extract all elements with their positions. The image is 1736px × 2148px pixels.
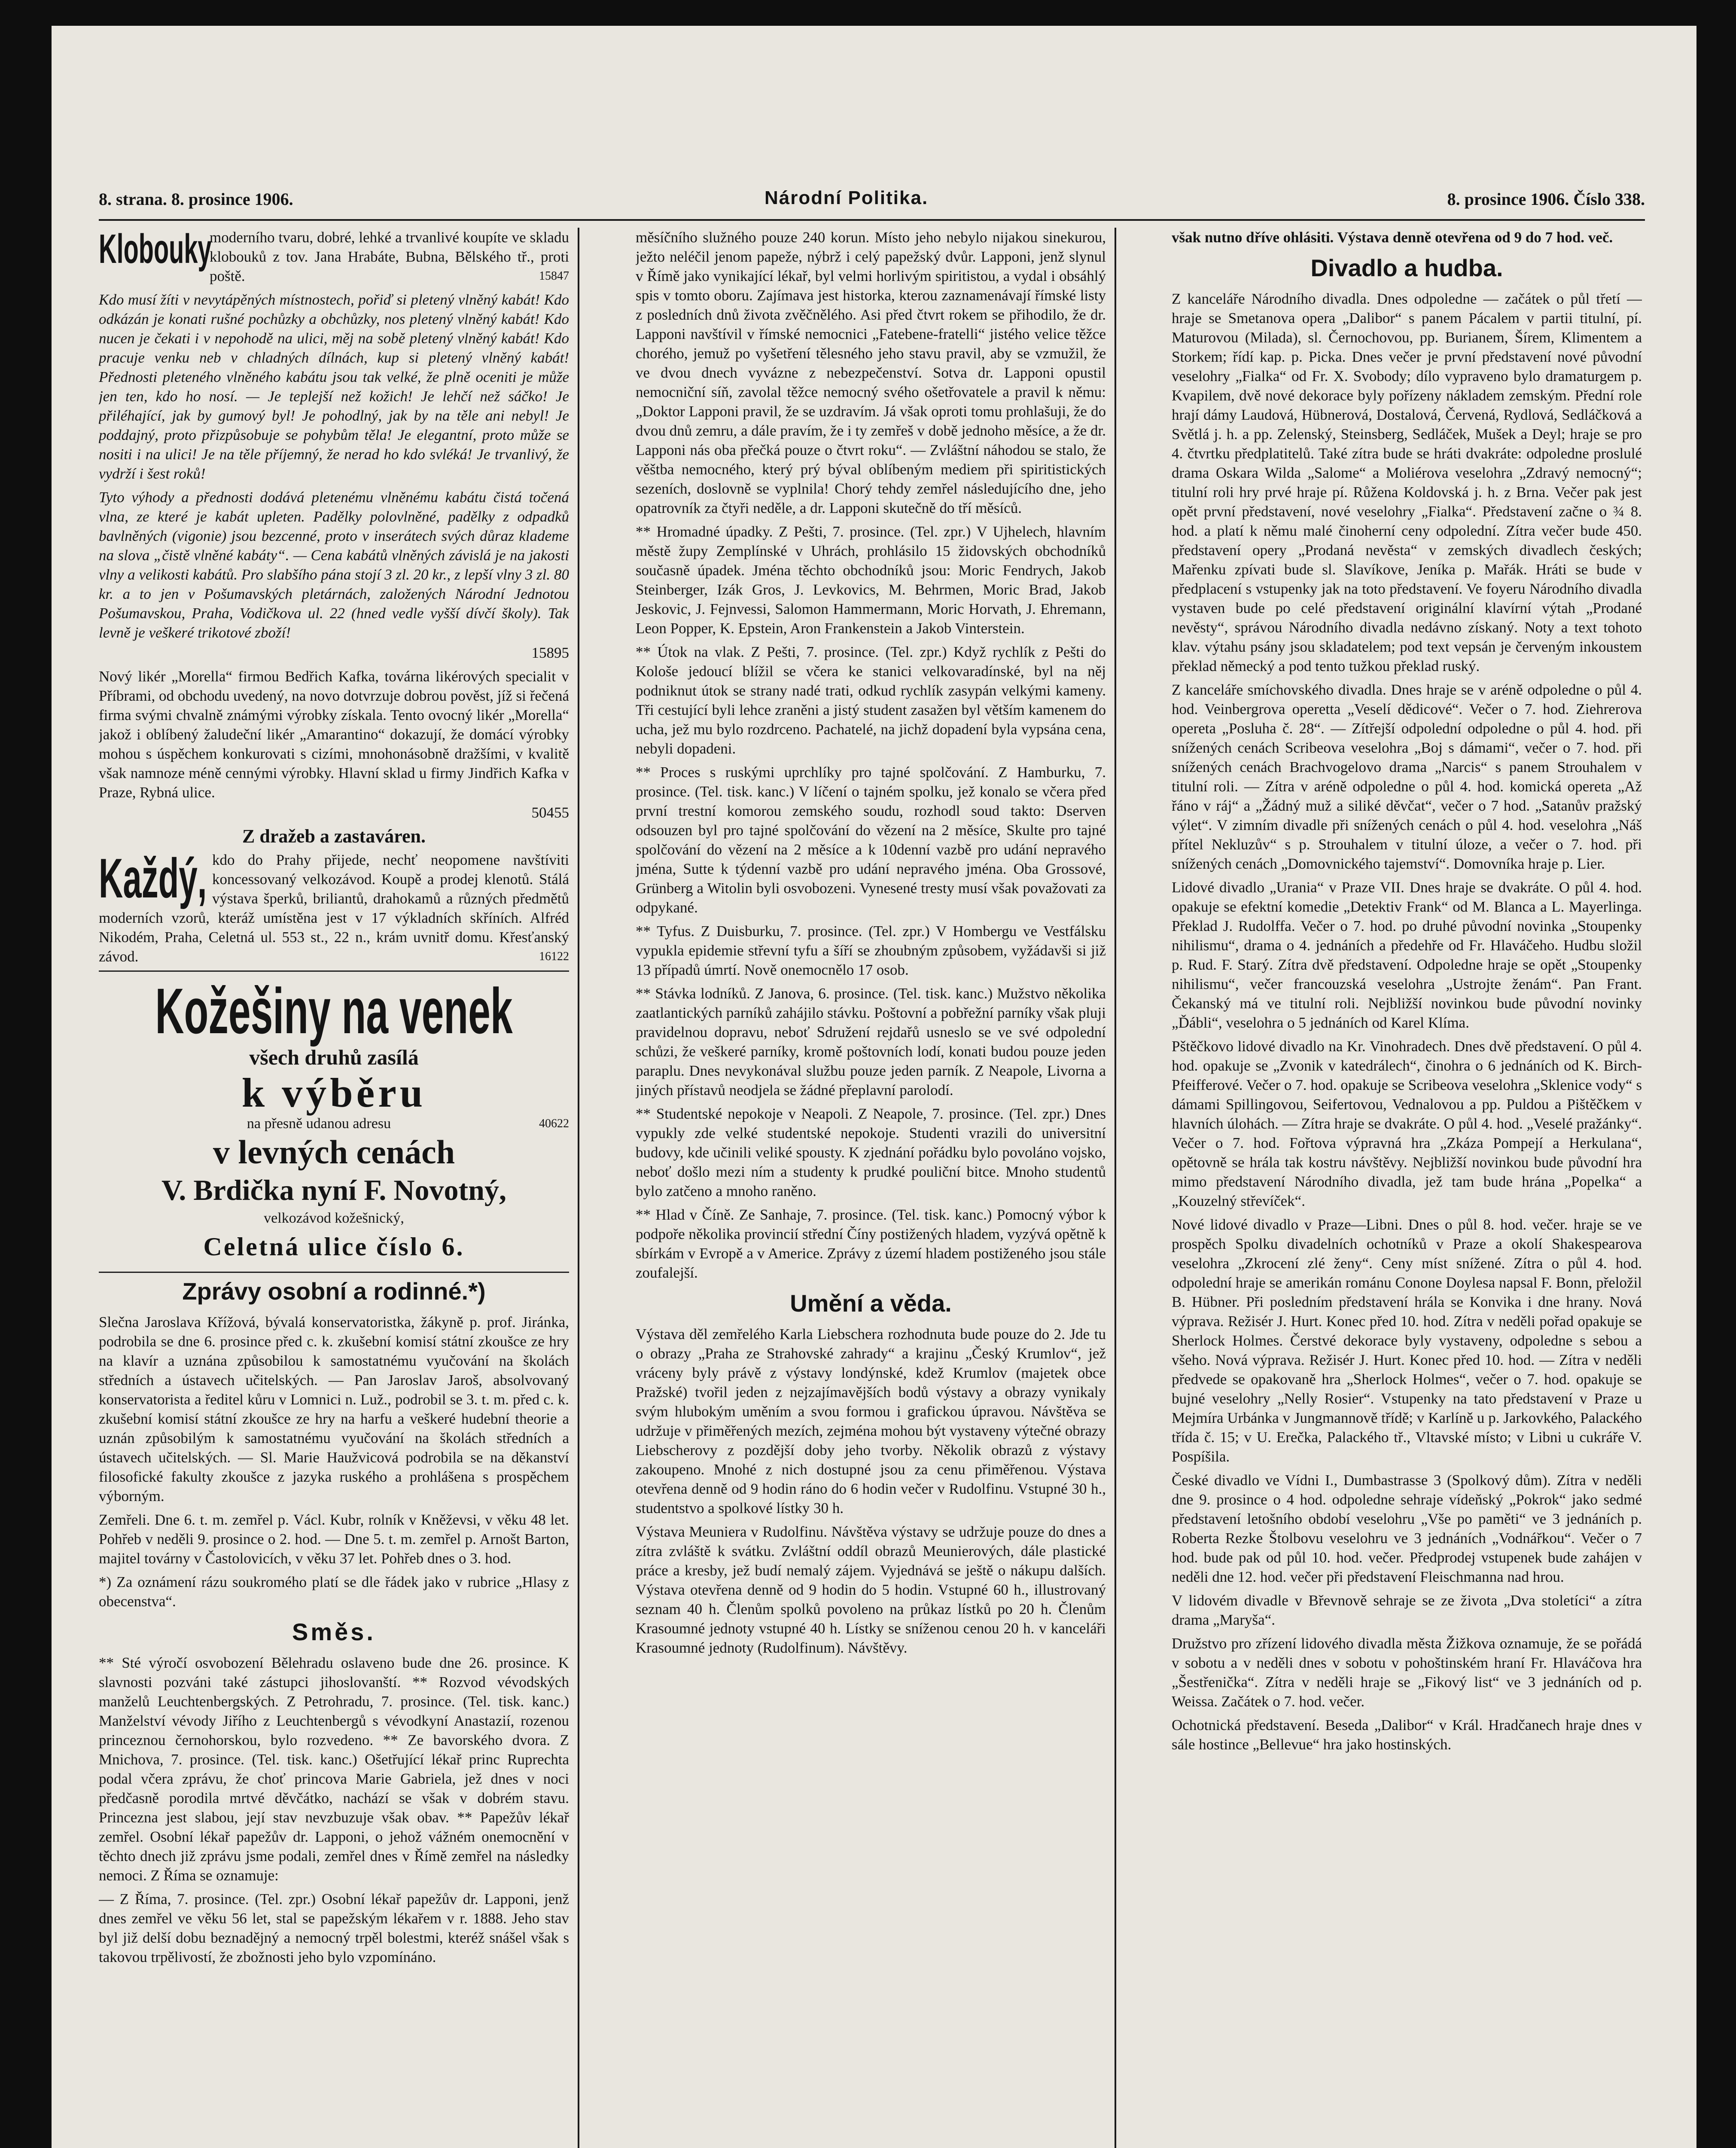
news-studentske: ** Studentské nepokoje v Neapoli. Z Neapole, 7. prosince. (Tel. zpr.) Dnes vypukly zde velké studentské nepokoje. Studenti vrazili do universitní budovy, kde učinili veliké spousty. K zjednání pořádku bylo povoláno vojsko, neboť došlo mezi ním a studenty k prudké pouliční bitce. Mnoho studentů bylo zatčeno a mnoho raněno. xyxy=(636,1105,1106,1199)
smichov-divadlo: Z kanceláře smíchovského divadla. Dnes hraje se v aréně odpoledne o půl 4. hod. Veinbergrova operetta „Veselí dědicové“. Večer o 7. hod. Ziehrerova opereta „Posluha č. 28“. — Zítřejší odpolední odpoledne o půl 4. hod. při snížených cenách Scribeova veselohra „Boj s dámami“, večer o 7. hod. při snížených cenách Brachvogelovo drama „Narcis“ s panem Strouhalem v titulní roli. — Zítra v aréně odpoledne o půl 4. hod. komická opereta „Až řáno v ráj“ a „Žádný muž a siliké děvčat“, večer o 7 hod. „Satanův pražský výlet“. V zimním divadle při snížených cenách o půl 4. hod. veselohra „Náš přítel Nekluzův“ s p. Strouhalem v titulní úloze, a večer o 7. hod. při snížených cenách „Domovnického tajemství“. Domovníka hraje p. Lier. xyxy=(1172,681,1642,872)
vidni-divadlo: České divadlo ve Vídni I., Dumbastrasse 3 (Spolkový dům). Zítra v neděli dne 9. prosince o 4 hod. odpoledne sehraje vídeňský „Pokrok“ jako sedmé představení letošního období veselohru „Vše po paměti“ ve 3 jednáních p. Roberta Rezke Štolbovu veselohru ve 3 jednáních „Vodnářkou“. Večer o 7 hod. bude pak od půl 10. hod. večer. Předprodej vstupenek bude zahájen v neděli dne 12. hod. večer při představení Fleischmanna nad hrou. xyxy=(1172,1472,1642,1585)
furs-ad xyxy=(99,970,569,1266)
kazdy-ad xyxy=(99,847,569,966)
top-note: však nutno dříve ohlásiti. Výstava denně otevřena od 9 do 7 hod. več. xyxy=(1172,229,1613,246)
klobouky-ad xyxy=(99,228,569,286)
furs-ad-k-vyberu: k výběru xyxy=(241,1070,426,1116)
furs-ad-kind: velkozávod kožešnický, xyxy=(264,1210,404,1226)
header-date-left: 8. strana. 8. prosince 1906. xyxy=(99,189,293,209)
column-1 xyxy=(99,228,569,2148)
header-rule xyxy=(99,219,1645,221)
ad-number: 40622 xyxy=(539,1117,569,1130)
furs-ad-address-line xyxy=(99,1114,569,1133)
page-header xyxy=(99,189,1645,215)
narodni-divadlo: Z kanceláře Národního divadla. Dnes odpoledne — začátek o půl třetí — hraje se Smetanova opera „Dalibor“ s panem Pácalem v partii titulní, pí. Maturovou (Milada), sl. Černochovou, pp. Burianem, Šírem, Klimentem a Storkem; řídí kap. p. Picka. Dnes večer je první představení nové původní veselohry „Fialka“ od Fr. X. Svobody; dílo vypraveno bylo dramaturgem p. Kvapilem, dvě nové dekorace byly pořízeny nákladem zemským. Přední role hrají dámy Laudová, Hübnerová, Dostalová, Červená, Rydlová, Sedláčková a Světlá j. h. a pp. Zelenský, Steinsberg, Sedláček, Mušek a Deyl; hraje se pro 4. čtvrtku předplatitelů. Také zítra bude se hráti dvakráte: odpoledne proslulé drama Oskara Wilda „Salome“ a Moliérova veselohra „Zdravý nemocný“; titulní roli hry prvé hraje pí. Růžena Koldovská j. h. z Brna. Večer pak jest opět první představení, nové veselohry „Fialka“. Představení začne o ¾ 8. hod. a platí k němu malé činoherní ceny odpolední. Zítra večer bude 450. představení opery „Prodaná nevěsta“ v zemských divadlech českých; Mařenku zpívati bude sl. Slavíkove, Jeníka p. Mařák. Hráti se bude v předplacení s vstupenky jak na toto představení. Ve foyeru Národního divadla vystaven bude po celé představení originální klavírní výtah „Prodané nevěsty“, správou Národního divadla nedávno získaný. Noty a text tohoto klav. výtahu psány jsou skladatelem; pod text vepsán je červeným inkoustem překlad německý a pod tento tužkou překlad ruský. xyxy=(1172,290,1642,674)
ochotnicke-predstaveni: Ochotnická představení. Beseda „Dalibor“ v Král. Hradčanech hraje dnes v sále hostince „Bellevue“ hra jako hostinských. xyxy=(1172,1717,1642,1753)
news-stavka: ** Stávka lodníků. Z Janova, 6. prosince. (Tel. tisk. kanc.) Mužstvo několika zaatlantických parníků zahájilo stávku. Poštovní a pobřežní parníky však pluji pravidelnou dopravu, neboť Sdružení rejdařů usneslo se ve své odpolední schůzi, že veškeré parníky, kromě poštovních lodí, konati budou pouze jeden paraplu. Dnes nevykonával službu pouze jeden parník. Z Neapole, Livorna a jiných přístavů neodjela se žádné přeplavní parolodí. xyxy=(636,985,1106,1098)
furs-ad-firm: V. Brdička nyní F. Novotný, xyxy=(161,1174,506,1206)
column-3 xyxy=(1172,228,1642,2148)
klobouky-word: Klobouky xyxy=(99,228,212,272)
ad-number: 50455 xyxy=(531,804,569,821)
furs-ad-prices: v levných cenách xyxy=(213,1133,455,1171)
liben-divadlo: Nové lidové divadlo v Praze—Libni. Dnes o půl 8. hod. večer. hraje se ve prospěch Spolku divadelních ochotníků v Praze a okolí Shakespearova veselohra „Zkrocení zlé ženy“. Ceny míst snížené. Zítra o půl 4. hod. odpolední hraje se amerikán románu Conone Doylesa napsal F. Bonn, přeložil B. Hübner. Při posledním představení hrála se Konvika i dne hrany. Nová výprava. Režisér J. Hurt. Konec před 10. hod. Zítra v neděli pořad opakuje se Sherlock Holmes. Čerstvé dekorace byly vystaveny, odpoledne s sebou a všeho. Nová výprava. Režisér J. Hurt. Konec před 10. hod. — Zítra v neděli předvede se opakovaně hra „Sherlock Holmes“, večer o 7. hod. opakuje se bujné veselohry „Nelly Rosier“. Vstupenky na tato představení v Praze u Mejmíra Urbánka v Jungmannově třídě; v Karlíně u p. Jarkovkého, Palackého třída č. 15; v U. Erečka, Palackého tř., Vltavské místo; v Libni u cukráře V. Pospíšila. xyxy=(1172,1216,1642,1465)
ad-number: 16122 xyxy=(539,950,569,963)
furs-ad-line: všech druhů zasílá xyxy=(249,1045,419,1069)
umeni-heading: Umění a věda. xyxy=(790,1290,952,1317)
morella-notice: Nový likér „Morella“ firmou Bedřich Kafka, továrna likérových specialit v Příbrami, od obchodu uvedený, na novo dotvrzuje dobrou pověst, jíž si řečená firma svými chvalně známými výrobky získala. Tento ovocný likér „Morella“ jakož i oblíbený žaludeční likér „Amarantino“ dokazují, že domácí výrobky mohou s úspěchem konkurovati s cizími, mnohonásobně dražšími, v kvalitě však namnoze méně cennými výrobky. Hlavní sklad u firmy Jindřich Kafka v Praze, Rybná ulice. xyxy=(99,668,569,801)
zpravy-heading: Zprávy osobní a rodinné.*) xyxy=(99,1272,569,1306)
kazdy-word: Každý, xyxy=(99,847,207,909)
furs-ad-title: Kožešiny na venek xyxy=(155,975,513,1047)
knit-coat-ad: Kdo musí žíti v nevytápěných místnostech, pořiď si pletený vlněný kabát! Kdo odkázán je konati rušné pochůzky a obchůzky, nos pletený vlněný kabát! Kdo nucen je čekati i v nepohodě na ulici, měj na sobě pletený vlněný kabát! Kdo pracuje venku neb v chladných dílnách, kup si pletený vlněný kabát! Přednosti pleteného vlněného kabátu jsou tak velké, že plně oceniti je může jen ten, kdo ho nosí. — Je teplejší než kožich! Je lehčí než sáčko! Je přiléhající, jak by gumový byl! Je pohodlný, jak by na těle ani nebyl! Je poddajný, proto přizpůsobuje se pohybům těla! Je elegantní, proto může se nositi i na ulici! Je na těle příjemný, že nerad ho kdo svléká! Je trvanlivý, že vydrží i šest roků! xyxy=(99,291,569,482)
zizkov-divadlo: Družstvo pro zřízení lidového divadla města Žižkova oznamuje, že se pořádá v sobotu a v neděli dnes v sobotu v pohoštinském hraní Fr. Hlaváčova hra „Šestřenička“. Zítra v neděli hraje se „Fikový list“ ve 3 jednáních od p. Weissa. Začátek o 7. hod. večer. xyxy=(1172,1635,1642,1710)
news-proces: ** Proces s ruskými uprchlíky pro tajné spolčování. Z Hamburku, 7. prosince. (Tel. tisk. kanc.) V líčení o tajném spolku, jež konalo se včera před první trestní komorou zemského soudu, rozhodl soud takto: Dserven odsouzen byl pro tajné spolčování do vězení na 2 měsíce, Skulte pro tajné spolčování do vězení na 2 měsíce a k 10denní vazbě pro udání nepravého jména, Sutte k týdenní vazbě pro udání nepravého jména. Oba Grossové, Grünberg a Witolin byli osvobozeni. Vynesené tresty musí však považovati za odpykané. xyxy=(636,764,1106,916)
urania-divadlo: Lidové divadlo „Urania“ v Praze VII. Dnes hraje se dvakráte. O půl 4. hod. opakuje se efektní komedie „Detektiv Frank“ od M. Blanca a L. Mayerlinga. Překlad J. Rudolffa. Večer o 7. hod. po druhé původní novinka „Stoupenky nihilismu“, drama o 4. jednáních a předehře od Fr. Hlaváčeho. Hudbu složil p. Rud. F. Starý. Zítra dvě představení. Odpoledne hraje se opět „Stoupenky nihilismu“, večer francouzská veselohra „Ustrojte ženám“. Pan Frant. Čekanský má ve titulní roli. Nejbližší novinkou bude původní novinky „Ďábli“, veselohra o 5 jednáních od Karel Klíma. xyxy=(1172,879,1642,1031)
news-hlad: ** Hlad v Číně. Ze Sanhaje, 7. prosince. (Tel. tisk. kanc.) Pomocný výbor k podpoře několika provincií střední Číny postižených hladem, vyzývá opětně k sbírkám v Evropě a v Americe. Zprávy z území hladem postiženého jsou stále zoufalejší. xyxy=(636,1206,1106,1281)
ad-number: 15895 xyxy=(531,644,569,661)
footnote: *) Za oznámení rázu soukromého platí se dle řádek jako v rubrice „Hlasy z obecenstva“. xyxy=(99,1574,569,1610)
newspaper-page xyxy=(52,26,1696,2148)
furs-ad-address-text: na přesně udanou adresu xyxy=(247,1116,391,1132)
news-upadky: ** Hromadné úpadky. Z Pešti, 7. prosince. (Tel. zpr.) V Ujhelech, hlavním městě župy Zemplínské v Uhrách, prohlásilo 15 židovských obchodníků současně úpadek. Jména těchto obchodníků jsou: Moric Fendrych, Jakob Steinberger, Izák Gros, J. Levkovics, M. Behrmen, Moric Brad, Jakob Jeskovic, J. Fejnvessi, Salomon Hammermann, Moric Horvath, J. Ehremann, Leon Popper, K. Epstein, Aron Frankenstein a Jakob Vinterstein. xyxy=(636,523,1106,637)
news-utok: ** Útok na vlak. Z Pešti, 7. prosince. (Tel. zpr.) Když rychlík z Pešti do Kološe jedoucí blížil se včera ke stanici velkovaradínské, byl na něj podniknut útok se strany nadé trati, odkud rychlík zasypán velkými kameny. Tři cestující byli lehce zraněni a jistý student zasažen byl větším kamenem do ucha, jež mu bylo rozdrceno. Pachatelé, na jichž dopadení byla vypsána cena, nebyli dopadeni. xyxy=(636,644,1106,757)
divadlo-heading: Divadlo a hudba. xyxy=(1310,254,1503,281)
furs-ad-street: Celetná ulice číslo 6. xyxy=(203,1233,465,1261)
smes-text-2: — Z Říma, 7. prosince. (Tel. zpr.) Osobní lékař papežův dr. Lapponi, jenž dnes zemřel ve věku 56 let, stal se papežským lékařem v r. 1888. Jeho stav byl již delší dobu beznadějný a nemocný trpěl bolestmi, kteréž snášel však s takovou trpělivostí, že zbožnosti jeho bylo vzpomínáno. xyxy=(99,1891,569,1965)
kazdy-text: kdo do Prahy přijede, nechť neopomene navštíviti koncessovaný velkozávod. Koupě a prodej klenotů. Stálá výstava šperků, briliantů, drahokamů a různých předmětů moderních vzorů, kteráž umístěna jest v 17 výkladních skříních. Alfréd Nikodém, Praha, Celetná ul. 553 st., 22 n., krám uvnitř domu. Křesťanský závod. xyxy=(99,851,569,965)
lapponi-continued: měsíčního služného pouze 240 korun. Místo jeho nebylo nijakou sinekurou, ježto neléčil jenom papeže, nýbrž i celý papežský dvůr. Lapponi, jenž slynul v Římě jako vynikající lékař, byl velmi horlivým spiritistou, a vydal i obsáhlý spis v tomto oboru. Zajímava jest historka, kterou zaznamenávají římské listy z posledních dnů života zvěčnělého. Asi před čtvrt rokem se přihodilo, že dr. Lapponi navštívil v římské nemocnici „Fatebene-fratelli“ jistého velice těžce chorého, jemuž po vyšetření tělesného jeho stavu pravil, aby se vzmužil, že ve dvou dnech vyvázne z nebezpečenství. Sotva dr. Lapponi opustil nemocniční síň, zavolal těžce nemocný svého ošetřovatele a pravil k němu: „Doktor Lapponi pravil, že se uzdravím. Já však oproti tomu prohlašuji, že do dvou dnů zemru, a dále pravím, že i ty zemřeš v době jednoho měsíce, a že dr. Lapponi nás oba přečká pouze o čtvrt roku“. — Zvláštní náhodou se stalo, že věštba nemocného, který prý býval oblíbeným mediem při spiritistických sezeních, doslovně se vyplnila! Chorý tehdy zemřel následujícího dne, jeho opatrovník za čtyři neděle, a dr. Lapponi skutečně do tří měsíců. xyxy=(636,229,1106,516)
zemreli-text: Zemřeli. Dne 6. t. m. zemřel p. Václ. Kubr, rolník v Kněževsi, v věku 48 let. Pohřeb v neděli 9. prosince o 2. hod. — Dne 5. t. m. zemřel p. Arnošt Barton, majitel továrny v Častolovicích, v věku 37 let. Pohřeb dnes o 3. hod. xyxy=(99,1511,569,1567)
zpravy-text: Slečna Jaroslava Křížová, bývalá konservatoristka, žákyně p. prof. Jiránka, podrobila se dne 6. prosince před c. k. zkušební komisí státní zkoušce ze hry na klavír a uznána způsobilou k samostatnému vyučování na školách středních a ústavech učitelských. — Pan Jaroslav Jaroš, absolvovaný konservatorista a ředitel kůru v Lomnici n. Luž., podrobil se 3. t. m. před c. k. zkušební komisí státní zkoušce ze hry na harfu a veškeré hudební theorie a uznán způsobilým k samostatnému vyučování na školách středních a ústavech učitelských. — Sl. Marie Haužvicová podrobila se na děkanství filosofické fakulty zkoušce z jazyka ruského a prohlášena s prospěchem výborným. xyxy=(99,1314,569,1504)
brevnov-divadlo: V lidovém divadle v Břevnově sehraje se ze života „Dva stoletíci“ a zítra drama „Maryša“. xyxy=(1172,1592,1642,1628)
masthead-title: Národní Politika. xyxy=(764,187,929,208)
klobouky-text: moderního tvaru, dobré, lehké a trvanlivé koupíte ve skladu klobouků z tov. Jana Hrabáte, Bubna, Bělského tř., proti poště. xyxy=(210,229,569,284)
vinohrady-divadlo: Pštěčkovo lidové divadlo na Kr. Vinohradech. Dnes dvě představení. O půl 4. hod. opakuje se „Zvonik v katedrálech“, činohra o 6 jednáních od K. Birch-Pfeifferové. Večer o 7. hod. opakuje se Scribeova veselohra „Sklenice vody“ s dámami Spillingovou, Seifertovou, Vednalovou a pp. Puldou a Pištěčkem v hlavních úlohách. — Zítra hraje se dvakráte. O půl 4. hod. „Veselé pražánky“. Večer o 7. hod. Fořtova výpravná hra „Zkáza Pompejí a Herkulana“, opětovně se hrála tak kostru návštěvy. Nejbližší novinkou bude původní hra mimo představení Národního divadla, jež tam bude hrána „Popelka“ a „Kouzelný střevíček“. xyxy=(1172,1038,1642,1209)
umeni-text: Výstava děl zemřelého Karla Liebschera rozhodnuta bude pouze do 2. Jde tu o obrazy „Praha ze Strahovské zahrady“ a krajinu „Český Krumlov“, jež vráceny byly právě z výstavy londýnské, kdež Krumlov (majetek obce Pražské) tvořil jeden z nejzajímavějších bodů výstavy a obrazy vynikaly svým hlubokým uměním a svou formou i grafickou úpravou. Návštěva se udržuje v přiměřených mezích, zejména mohou být vystaveny výtečné obrazy Liebscherovy z pozdější doby jeho tvorby. Několik obrazů z výstavy zakoupeno. Mnohé z nich dostupné jsou za cenu přiměřenou. Výstava otevřena denně od 9 hodin ráno do 6 hodin večer v Rudolfinu. Vstupné 30 h., studentstvo a spolkové lístky 30 h. xyxy=(636,1326,1106,1516)
smes-heading: Směs. xyxy=(292,1618,376,1645)
zastavaren-heading: Z dražeb a zastaváren. xyxy=(242,826,426,847)
header-date-right: 8. prosince 1906. Číslo 338. xyxy=(1447,189,1645,209)
column-divider-1 xyxy=(578,228,579,2148)
column-divider-2 xyxy=(1115,228,1116,2148)
news-tyfus: ** Tyfus. Z Duisburku, 7. prosince. (Tel. zpr.) V Hombergu ve Vestfálsku vypukla epidemie střevní tyfu a šíří se zhoubným způsobem, vyžádavši si již 13 případů úmrtí. Nově onemocnělo 17 osob. xyxy=(636,923,1106,978)
ad-number: 15847 xyxy=(539,269,569,283)
column-2 xyxy=(636,228,1106,2148)
meunier-text: Výstava Meuniera v Rudolfinu. Návštěva výstavy se udržuje pouze do dnes a zítra zvláště k svátku. Zvláštní oddíl obrazů Meunierových, dále plastické práce a kresby, jež budí nemalý zájem. Vyjednává se ještě o nákupu dalších. Výstava otevřena denně od 9 hodin do 5 hodin. Vstupné 60 h., illustrovaný seznam 40 h. Členům spolků povoleno na průkaz lístků po 20 h. Členům Krasoumné jednoty vstupné 40 h. Lístky se sníženou cenou 20 h. v kanceláři Krasoumné jednoty (Rudolfinum). Návštěvy. xyxy=(636,1523,1106,1656)
smes-text: ** Sté výročí osvobození Bělehradu oslaveno bude dne 26. prosince. K slavnosti pozváni také zástupci jihoslovanští. ** Rozvod vévodských manželů Leuchtenbergských. Z Petrohradu, 7. prosince. (Tel. tisk. kanc.) Manželství vévody Jiřího z Leuchtenbergů s vévodkyní Anastazií, rozenou princeznou černohorskou, bylo rozvedeno. ** Ze bavorského dvora. Z Mnichova, 7. prosince. (Tel. tisk. kanc.) Ošetřující lékař princ Ruprechta podal včera zprávu, že choť princova Marie Gabriela, jež dnes v noci předčasně porodila mrtvé děvčátko, nachází se však v dobrém stavu. Princezna jest slabou, její stav nevzbuzuje však obav. ** Papežův lékař zemřel. Osobní lékař papežův dr. Lapponi, o jehož vážném onemocnění v těchto dnech již zprávu jsme podali, zemřel dnes v Římě zemřel na následky nemoci. Z Říma se oznamuje: xyxy=(99,1654,569,1884)
knit-coat-ad-2: Tyto výhody a přednosti dodává pletenému vlněnému kabátu čistá točená vlna, ze které je kabát upleten. Padělky polovlněné, padělky z odpadků bavlněných (vigonie) jsou bezcenné, proto v inserátech svých důraz klademe na slova „čistě vlněné kabáty“. — Cena kabátů vlněných závislá je na jakosti vlny a velikosti kabátů. Pro slabšího pána stojí 3 zl. 20 kr., z lepší vlny 3 zl. 80 kr. a to jen v Pošumavských pletárnách, založených Národní Jednotou Pošumavskou, Praha, Vodičkova ul. 22 (hned vedle vyšší dívčí školy). Tak levně je veškeré trikotové zboží! xyxy=(99,489,569,641)
